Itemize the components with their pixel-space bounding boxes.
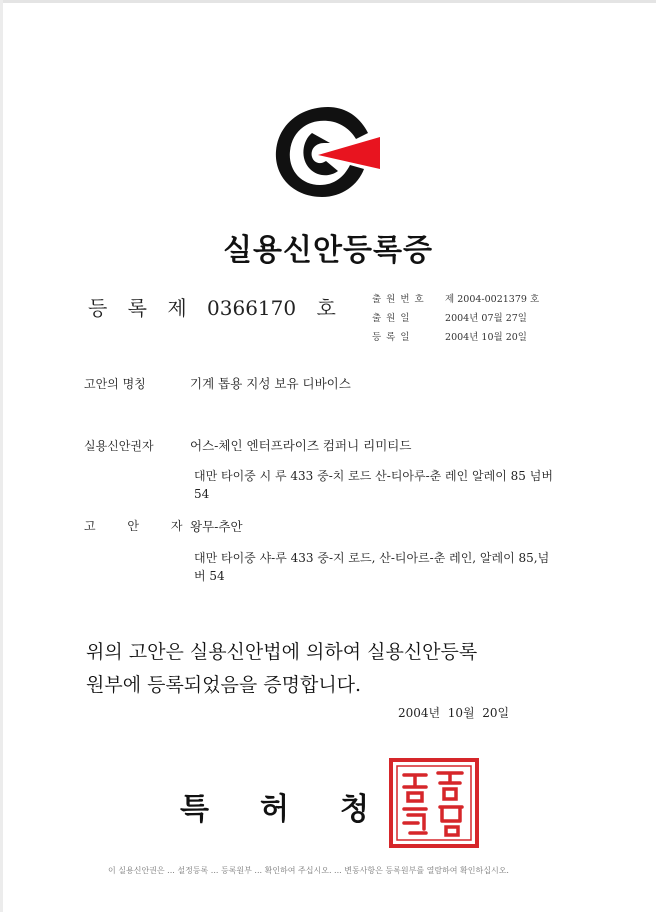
meta-row-application-number bbox=[372, 290, 539, 309]
rights-holder-name: 어스-체인 엔터프라이즈 컴퍼니 리미티드 bbox=[190, 438, 412, 453]
scan-edge-left bbox=[0, 0, 3, 912]
rights-holder-label: 실용신안권자 bbox=[84, 439, 154, 453]
design-title-value: 기계 톱용 지성 보유 디바이스 bbox=[190, 376, 351, 391]
meta-row-registration-date bbox=[372, 328, 539, 347]
issuer-char: 특 bbox=[180, 792, 209, 827]
taegeuk-emblem-icon bbox=[272, 103, 384, 199]
meta-value: 2004년 07월 27일 bbox=[445, 313, 527, 324]
meta-value: 제 2004-0021379 호 bbox=[445, 294, 540, 305]
issuer-char: 허 bbox=[260, 792, 289, 827]
registration-number: 등 록 제 0366170 호 bbox=[88, 296, 336, 320]
issue-date: 2004년 10월 20일 bbox=[398, 706, 510, 720]
meta-block bbox=[372, 290, 539, 347]
issuer-char: 청 bbox=[340, 792, 369, 827]
statement-line: 원부에 등록되었음을 증명합니다. bbox=[86, 674, 362, 696]
meta-value: 2004년 10월 20일 bbox=[445, 332, 527, 343]
inventor-name: 왕무-추안 bbox=[190, 519, 243, 534]
scan-edge-top bbox=[0, 0, 656, 3]
certificate-title: 실용신안등록증 bbox=[223, 233, 433, 268]
certification-statement bbox=[86, 636, 546, 702]
meta-label: 출원일 bbox=[372, 313, 415, 324]
official-seal-icon bbox=[388, 757, 480, 849]
meta-label: 등록일 bbox=[372, 332, 415, 343]
inventor-address: 대만 타이중 샤-루 433 중-지 로드, 산-티아르-춘 레인, 알레이 85,넘버 54 bbox=[194, 551, 550, 583]
statement-line: 위의 고안은 실용신안법에 의하여 실용신안등록 bbox=[86, 641, 478, 663]
footnote: 이 실용신안권은 ... 설정등록 ... 등록원부 ... 확인하여 주십시오. ... 변동사항은 등록원부를 열람하여 확인하십시오. bbox=[108, 866, 509, 875]
design-title-label: 고안의 명칭 bbox=[84, 377, 146, 391]
meta-row-application-date bbox=[372, 309, 539, 328]
rights-holder-address: 대만 타이중 시 루 433 중-치 로드 산-티아루-춘 레인 알레이 85 넘버 54 bbox=[194, 469, 553, 501]
inventor-label: 고 안 자 bbox=[84, 519, 197, 533]
meta-label: 출원번호 bbox=[372, 294, 429, 305]
